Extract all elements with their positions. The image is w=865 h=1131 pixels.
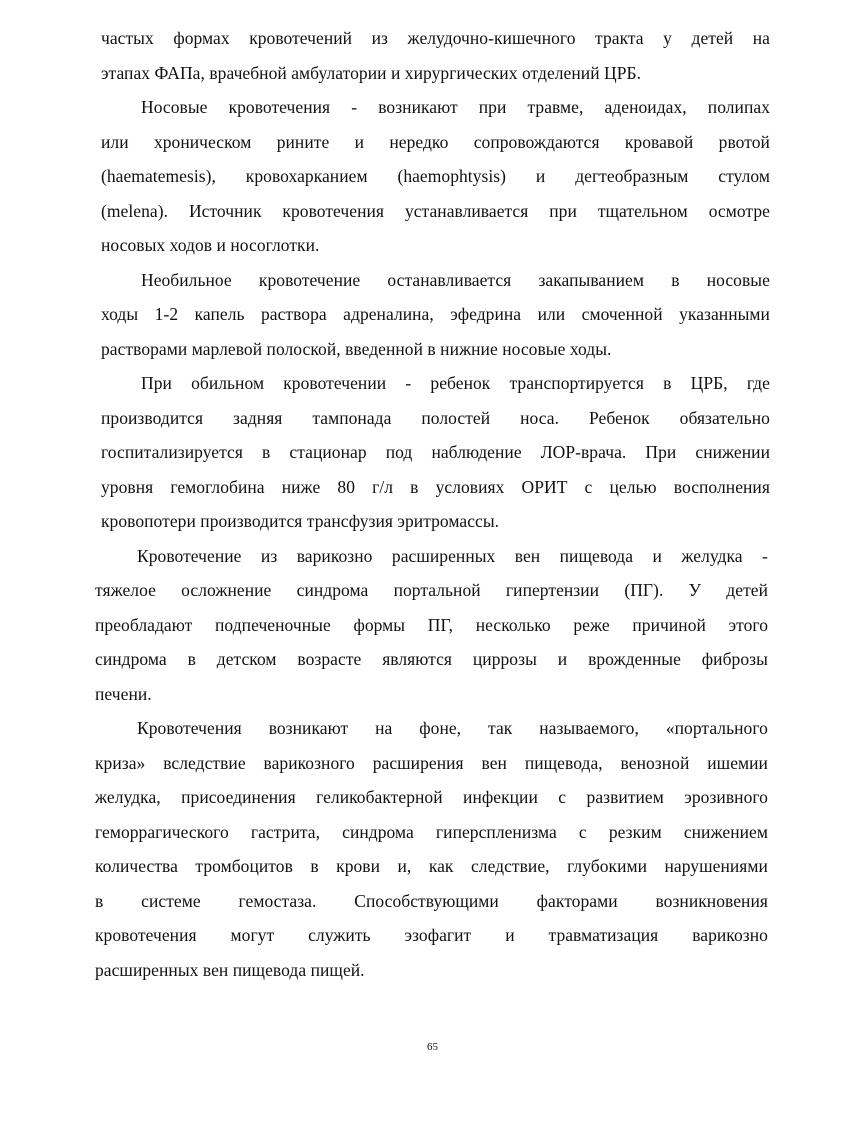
word: У bbox=[688, 580, 702, 600]
word: снижении bbox=[695, 442, 770, 462]
word: рините bbox=[276, 132, 330, 152]
word: детей bbox=[691, 28, 734, 48]
word: служить bbox=[308, 925, 371, 945]
word: хроническом bbox=[153, 132, 252, 152]
word: варикозного bbox=[263, 753, 355, 773]
word: детском bbox=[216, 649, 277, 669]
word: осмотре bbox=[708, 201, 770, 221]
word: преобладают bbox=[95, 615, 193, 635]
word: из bbox=[371, 28, 389, 48]
text-line bbox=[101, 201, 770, 221]
word: (haemophtysis) bbox=[397, 166, 507, 186]
word: тщательном bbox=[597, 201, 688, 221]
word: гипертензии bbox=[505, 580, 600, 600]
word: детей bbox=[726, 580, 768, 600]
text-line bbox=[95, 925, 768, 945]
text-line bbox=[95, 649, 768, 669]
word: геморрагического bbox=[95, 822, 229, 842]
text-line bbox=[95, 891, 768, 911]
word: 1-2 bbox=[154, 304, 179, 324]
word: варикозно bbox=[296, 546, 373, 566]
word: г/л bbox=[372, 477, 394, 497]
page-number: 65 bbox=[427, 1041, 438, 1053]
word: врожденные bbox=[588, 649, 681, 669]
word: несколько bbox=[475, 615, 551, 635]
word: с bbox=[578, 822, 587, 842]
word: ПГ, bbox=[427, 615, 454, 635]
text-line bbox=[137, 546, 768, 566]
word: венозной bbox=[620, 753, 690, 773]
word: кровотечения bbox=[228, 97, 331, 117]
word: возникают bbox=[378, 97, 458, 117]
text-line bbox=[95, 580, 768, 600]
word: наблюдение bbox=[431, 442, 522, 462]
text-line bbox=[141, 373, 770, 393]
word: - bbox=[405, 373, 412, 393]
word: могут bbox=[230, 925, 275, 945]
word: тяжелое bbox=[95, 580, 156, 600]
word: кровотечение bbox=[258, 270, 361, 290]
word: реже bbox=[573, 615, 610, 635]
text-line: расширенных вен пищевода пищей. bbox=[95, 960, 365, 980]
word: (haematemesis), bbox=[101, 166, 216, 186]
word: капель bbox=[194, 304, 245, 324]
word: тромбоцитов bbox=[195, 856, 293, 876]
word: кровотечения bbox=[95, 925, 197, 945]
word: производится bbox=[101, 408, 204, 428]
word: стационар bbox=[289, 442, 367, 462]
word: 80 bbox=[337, 477, 355, 497]
word: где bbox=[746, 373, 770, 393]
word: осложнение bbox=[181, 580, 272, 600]
text-line bbox=[141, 270, 770, 290]
word: синдрома bbox=[296, 580, 369, 600]
word: задняя bbox=[233, 408, 283, 428]
text-line: печени. bbox=[95, 684, 152, 704]
text-line bbox=[101, 442, 770, 462]
word: или bbox=[101, 132, 129, 152]
word: с bbox=[558, 787, 567, 807]
word: снижением bbox=[683, 822, 768, 842]
word: указанными bbox=[679, 304, 770, 324]
word: резким bbox=[608, 822, 662, 842]
word: возрасте bbox=[297, 649, 362, 669]
word: пищевода bbox=[559, 546, 634, 566]
word: инфекции bbox=[463, 787, 538, 807]
word: портальной bbox=[393, 580, 481, 600]
word: присоединения bbox=[181, 787, 296, 807]
word: при bbox=[478, 97, 507, 117]
word: носовые bbox=[706, 270, 770, 290]
word: гастрита, bbox=[250, 822, 321, 842]
word: вен bbox=[481, 753, 507, 773]
word: обильном bbox=[191, 373, 265, 393]
word: частых bbox=[101, 28, 154, 48]
word: факторами bbox=[536, 891, 618, 911]
word: гиперспленизма bbox=[435, 822, 557, 842]
word: в bbox=[95, 891, 104, 911]
text-line bbox=[101, 477, 770, 497]
word: При bbox=[141, 373, 172, 393]
word: и bbox=[535, 166, 546, 186]
word: Источник bbox=[188, 201, 262, 221]
word: или bbox=[537, 304, 566, 324]
word: подпеченочные bbox=[214, 615, 331, 635]
word: в bbox=[410, 477, 419, 497]
word: на bbox=[752, 28, 770, 48]
word: закапыванием bbox=[538, 270, 645, 290]
word: в bbox=[310, 856, 319, 876]
word: и, bbox=[397, 856, 412, 876]
word: и bbox=[354, 132, 365, 152]
word: травматизация bbox=[548, 925, 659, 945]
word: криза» bbox=[95, 753, 146, 773]
word: травме, bbox=[527, 97, 584, 117]
word: полипах bbox=[707, 97, 770, 117]
text-line bbox=[101, 304, 770, 324]
word: нарушениями bbox=[664, 856, 768, 876]
text-line: растворами марлевой полоской, введенной в нижние носовые ходы. bbox=[101, 339, 612, 359]
word: как bbox=[428, 856, 454, 876]
word: эрозивного bbox=[684, 787, 768, 807]
word: развитием bbox=[586, 787, 664, 807]
word: варикозно bbox=[692, 925, 768, 945]
word: гемостаза. bbox=[238, 891, 317, 911]
word: госпитализируется bbox=[101, 442, 243, 462]
text-line bbox=[101, 28, 770, 48]
word: условиях bbox=[435, 477, 505, 497]
word: стулом bbox=[718, 166, 770, 186]
word: полостей bbox=[421, 408, 491, 428]
word: нередко bbox=[389, 132, 449, 152]
word: называемого, bbox=[539, 718, 639, 738]
text-line bbox=[101, 132, 770, 152]
word: этого bbox=[728, 615, 768, 635]
word: - bbox=[351, 97, 358, 117]
word: (ПГ). bbox=[624, 580, 664, 600]
word: ребенок bbox=[430, 373, 491, 393]
word: ОРИТ bbox=[521, 477, 568, 497]
word: фоне, bbox=[419, 718, 462, 738]
word: дегтеобразным bbox=[575, 166, 689, 186]
word: вен bbox=[514, 546, 541, 566]
text-line bbox=[95, 787, 768, 807]
word: - bbox=[762, 546, 768, 566]
word: так bbox=[488, 718, 513, 738]
word: количества bbox=[95, 856, 178, 876]
text-line bbox=[95, 822, 768, 842]
word: в bbox=[663, 373, 672, 393]
word: ходы bbox=[101, 304, 139, 324]
word: кровотечения bbox=[282, 201, 385, 221]
word: гемоглобина bbox=[170, 477, 265, 497]
word: сопровождаются bbox=[473, 132, 600, 152]
word: рвотой bbox=[718, 132, 770, 152]
text-line bbox=[101, 166, 770, 186]
word: эфедрина bbox=[450, 304, 522, 324]
word: адреналина, bbox=[343, 304, 434, 324]
word: При bbox=[645, 442, 677, 462]
word: формах bbox=[173, 28, 230, 48]
word: и bbox=[505, 925, 515, 945]
word: эзофагит bbox=[404, 925, 472, 945]
text-line bbox=[95, 856, 768, 876]
word: целью bbox=[609, 477, 657, 497]
word: и bbox=[652, 546, 662, 566]
word: формы bbox=[353, 615, 406, 635]
word: системе bbox=[141, 891, 201, 911]
word: возникновения bbox=[655, 891, 768, 911]
word: под bbox=[385, 442, 413, 462]
word: крови bbox=[336, 856, 381, 876]
word: Кровотечение bbox=[137, 546, 242, 566]
word: геликобактерной bbox=[316, 787, 443, 807]
word: с bbox=[584, 477, 593, 497]
word: Ребенок bbox=[589, 408, 650, 428]
word: раствора bbox=[260, 304, 327, 324]
word: расширенных bbox=[391, 546, 496, 566]
word: фиброзы bbox=[701, 649, 768, 669]
word: расширения bbox=[372, 753, 464, 773]
word: кровотечении bbox=[283, 373, 387, 393]
word: пищевода, bbox=[524, 753, 603, 773]
word: желудка bbox=[681, 546, 743, 566]
word: в bbox=[187, 649, 196, 669]
text-line: носовых ходов и носоглотки. bbox=[101, 235, 320, 255]
text-line bbox=[95, 753, 768, 773]
word: синдрома bbox=[342, 822, 414, 842]
word: являются bbox=[382, 649, 452, 669]
word: у bbox=[663, 28, 672, 48]
text-line bbox=[101, 408, 770, 428]
text-line bbox=[141, 97, 770, 117]
word: кровотечений bbox=[249, 28, 353, 48]
word: (melena). bbox=[101, 201, 169, 221]
word: аденоидах, bbox=[604, 97, 687, 117]
word: вследствие bbox=[163, 753, 246, 773]
word: глубокими bbox=[567, 856, 648, 876]
word: желудка, bbox=[95, 787, 161, 807]
word: желудочно-кишечного bbox=[407, 28, 576, 48]
word: тампонада bbox=[312, 408, 392, 428]
word: ЛОР-врача. bbox=[540, 442, 627, 462]
word: возникают bbox=[268, 718, 349, 738]
word: в bbox=[262, 442, 271, 462]
word: синдрома bbox=[95, 649, 167, 669]
word: из bbox=[260, 546, 278, 566]
word: смоченной bbox=[581, 304, 663, 324]
word: причиной bbox=[632, 615, 706, 635]
word: и bbox=[557, 649, 568, 669]
text-line: этапах ФАПа, врачебной амбулатории и хирургических отделений ЦРБ. bbox=[101, 63, 642, 83]
word: уровня bbox=[101, 477, 154, 497]
word: восполнения bbox=[673, 477, 770, 497]
text-line bbox=[137, 718, 768, 738]
word: Способствующими bbox=[354, 891, 499, 911]
text-line: кровопотери производится трансфузия эритромассы. bbox=[101, 511, 500, 531]
word: тракта bbox=[595, 28, 644, 48]
word: следствие, bbox=[470, 856, 550, 876]
word: обязательно bbox=[679, 408, 770, 428]
word: кровавой bbox=[624, 132, 694, 152]
word: ишемии bbox=[707, 753, 768, 773]
word: Носовые bbox=[141, 97, 208, 117]
word: «портального bbox=[665, 718, 768, 738]
word: при bbox=[549, 201, 577, 221]
word: в bbox=[671, 270, 680, 290]
word: останавливается bbox=[387, 270, 512, 290]
text-line bbox=[95, 615, 768, 635]
word: Необильное bbox=[141, 270, 232, 290]
word: носа. bbox=[520, 408, 560, 428]
word: устанавливается bbox=[404, 201, 529, 221]
word: ниже bbox=[281, 477, 321, 497]
word: Кровотечения bbox=[137, 718, 242, 738]
word: транспортируется bbox=[509, 373, 644, 393]
word: на bbox=[375, 718, 393, 738]
word: ЦРБ, bbox=[690, 373, 728, 393]
word: кровохарканием bbox=[245, 166, 368, 186]
word: циррозы bbox=[472, 649, 537, 669]
